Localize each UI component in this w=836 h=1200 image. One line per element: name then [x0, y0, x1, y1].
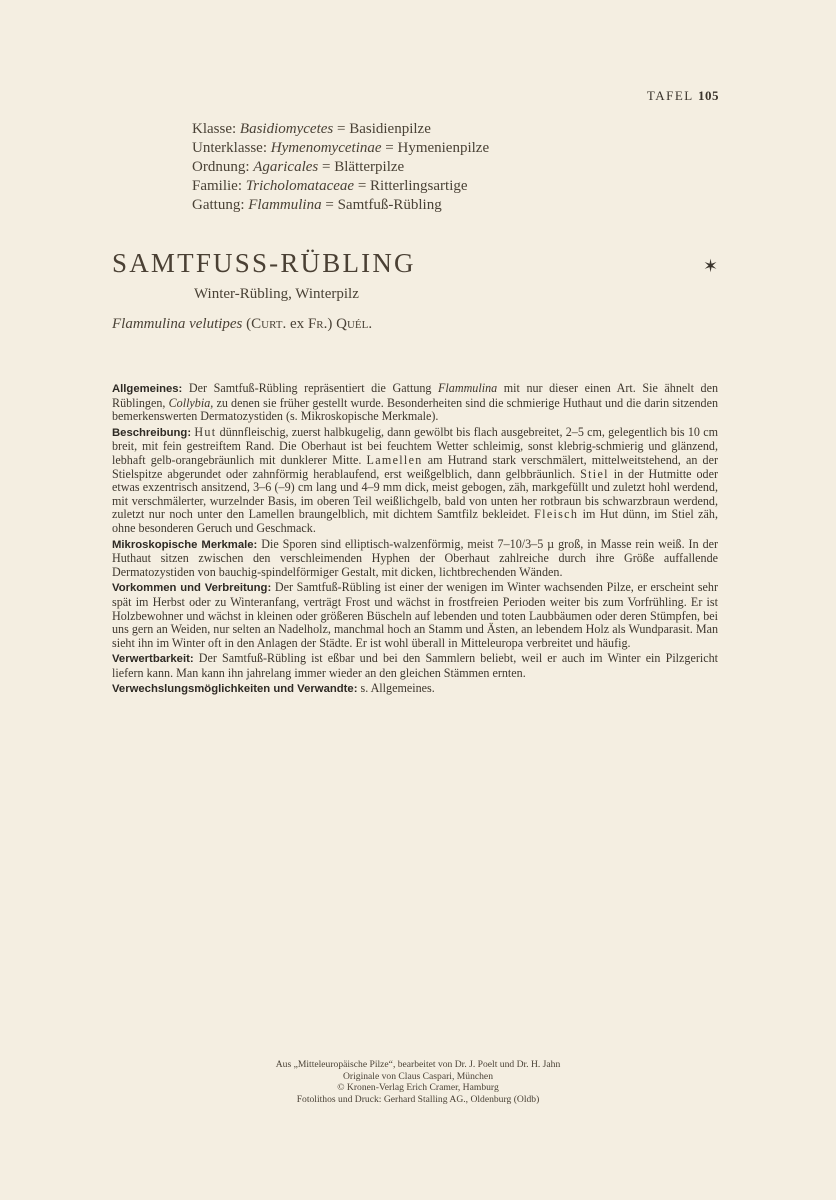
taxonomy-german: Blätterpilze [334, 159, 405, 175]
section-allgemeines [112, 382, 718, 424]
section-vorkommen [112, 581, 718, 650]
taxonomy-row-familie: Familie: Tricholomataceae = Ritterlingsartige [192, 178, 468, 194]
section-text: im Hut dünn, im Stiel zäh, ohne besonderen Geruch und Geschmack. [112, 507, 718, 535]
section-text: mit nur dieser einen Art. Sie ähnelt den Rüblingen, [112, 381, 718, 410]
plate-label: TAFEL [646, 88, 694, 103]
section-heading: Verwechslungsmöglichkeiten und Verwandte: [112, 683, 358, 696]
author-fries: Fr. [307, 316, 328, 332]
section-text: dünnfleischig, zuerst halbkugelig, dann gewölbt bis flach ausgebreitet, 2–5 cm, gelegentlich bis 10 cm breit, mit fein gestreiftem Rand. Die Oberhaut ist bei feuchtem Wetter schleimig, sonst klebrig-schmierig und glänzend, lebhaft gelb-orangebräunlich mit dunklerer Mitte. [112, 424, 719, 467]
section-verwechslung [112, 682, 718, 697]
author-quelet: Quél. [336, 316, 373, 332]
taxonomy-german: Hymenienpilze [397, 140, 490, 156]
author-curtis: Curt. [251, 316, 287, 332]
section-beschreibung [112, 426, 718, 536]
taxonomy-row-ordnung: Ordnung: Agaricales = Blätterpilze [192, 159, 405, 175]
section-text: zu denen sie früher gestellt wurde. Besonderheiten sind die schmierige Huthaut und die darin sitzenden bemerkenswerten Dermatozystiden (s. Mikroskopische Merkmale). [112, 395, 718, 424]
star-icon: ✶ [703, 256, 719, 277]
section-heading: Vorkommen und Verbreitung: [112, 582, 272, 595]
taxonomy-row-gattung: Gattung: Flammulina = Samtfuß-Rübling [192, 197, 442, 213]
footer-line: Fotolithos und Druck: Gerhard Stalling AG., Oldenburg (Oldb) [296, 1093, 540, 1105]
term-lamellen: Lamellen [366, 452, 423, 467]
taxonomy-latin: Tricholomataceae [245, 178, 355, 194]
taxonomy-german: Basidienpilze [349, 121, 431, 137]
taxonomy-rank: Klasse [192, 121, 232, 137]
plate-number-value: 105 [698, 88, 719, 103]
publisher-footer [200, 1059, 636, 1105]
section-verwertbarkeit [112, 652, 718, 680]
section-heading: Beschreibung: [112, 426, 192, 439]
scientific-name [112, 316, 372, 333]
section-heading: Verwertbarkeit: [112, 653, 194, 666]
footer-line: Aus „Mitteleuropäische Pilze“, bearbeitet von Dr. J. Poelt und Dr. H. Jahn [275, 1059, 561, 1070]
section-text: Der Samtfuß-Rübling ist eßbar und bei den Sammlern beliebt, weil er auch im Winter ein Pilzgericht liefern kann. Man kann ihn jahrelang immer wieder an den gleichen Stämmen ernten. [112, 651, 718, 680]
term-hut: Hut [194, 424, 217, 439]
common-names: Winter-Rübling, Winterpilz [194, 286, 359, 302]
page-title: SAMTFUSS-RÜBLING [112, 248, 416, 278]
taxonomy-latin: Agaricales [253, 159, 319, 175]
section-heading: Allgemeines: [112, 383, 183, 395]
section-mikroskopisch [112, 538, 718, 580]
section-heading: Mikroskopische Merkmale: [112, 538, 258, 551]
paren-open: ( [246, 316, 252, 332]
taxonomy-rank: Ordnung [192, 159, 246, 175]
taxonomy-rank: Familie [192, 178, 238, 194]
section-text: am Hutrand stark verschmälert, mittelweitstehend, an der Stielspitze abgerundet oder zahnförmig herablaufend, erst weißgelblich, dann gelbbräunlich. [112, 452, 718, 481]
section-text: s. Allgemeines. [357, 681, 435, 696]
taxonomy-latin: Hymenomycetinae [270, 140, 382, 156]
taxonomy-german: Samtfuß-Rübling [337, 197, 442, 213]
section-text: Der Samtfuß-Rübling ist einer der wenigen im Winter wachsenden Pilze, er erscheint sehr spät im Herbst oder zu Winteranfang, verträgt Frost und wächst in frostfreien Perioden weiter bis zum Vorfrühling. Er ist Holzbewohner und wächst in kleinen oder größeren Büscheln auf lebenden und toten Laubbäumen oder deren Stümpfen, bei uns gern an Weiden, nur selten an Nadelholz, manchmal hoch an Stamm und Ästen, an lebendem Holz als Wundparasit. Man sieht ihn im Winter oft in den Anlagen der Städte. Er ist wohl überall in Mitteleuropa verbreitet und häufig. [112, 580, 718, 650]
taxonomy-block [192, 120, 489, 215]
plate-number [647, 88, 719, 104]
footer-line: Originale von Claus Caspari, München [342, 1070, 493, 1082]
term-fleisch: Fleisch [534, 507, 579, 522]
taxonomy-row-klasse: Klasse: Basidiomycetes = Basidienpilze [192, 121, 431, 137]
paren-close: ) [327, 316, 337, 332]
section-italic: Collybia, [168, 395, 214, 410]
description-body [112, 382, 718, 699]
taxonomy-row-unterklasse: Unterklasse: Hymenomycetinae = Hymenienpilze [192, 140, 490, 156]
author-ex: ex [286, 316, 308, 332]
taxonomy-german: Ritterlingsartige [370, 178, 468, 194]
term-stiel: Stiel [580, 466, 609, 481]
section-text: Der Samtfuß-Rübling repräsentiert die Gattung [182, 381, 439, 395]
section-text: in der Hutmitte oder etwas exzentrisch ansitzend, 3–6 (–9) cm lang und 4–9 mm dick, meist gebogen, zäh, markgefüllt und zuletzt hohl werdend, mit verschmälerter, wurzelnder Basis, im oberen Teil weißlichgelb, bald von unten her rotbraun bis schwarzbraun werdend, zuletzt nur noch unter den Lamellen braungelblich, mit dichtem Samtfilz bekleidet. [112, 466, 718, 522]
section-italic: Flammulina [438, 381, 498, 395]
taxonomy-latin: Basidiomycetes [239, 121, 334, 137]
taxonomy-rank: Unterklasse [192, 140, 263, 156]
taxonomy-latin: Flammulina [248, 197, 322, 213]
section-text: Die Sporen sind elliptisch-walzenförmig, meist 7–10/3–5 µ groß, in Masse rein weiß. In der Huthaut sitzen zwischen den verschleimenden Hyphen der Oberhaut zahlreiche durch ihre Größe auffallende Dermatozystiden von bauchig-spindelförmiger Gestalt, mit dicken, lichtbrechenden Wänden. [112, 536, 719, 579]
scientific-name-binomial: Flammulina velutipes [112, 316, 243, 332]
footer-line: © Kronen-Verlag Erich Cramer, Hamburg [337, 1082, 499, 1093]
taxonomy-rank: Gattung [192, 197, 241, 213]
